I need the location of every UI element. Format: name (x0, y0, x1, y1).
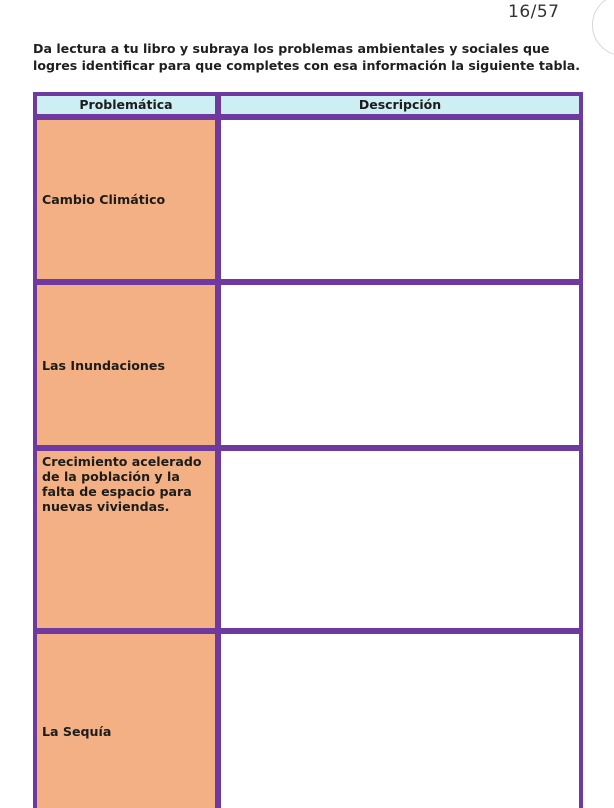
instructions-line-1: Da lectura a tu libro y subraya los problemas ambientales y sociales que (33, 41, 550, 56)
problem-cell-la-sequia (37, 634, 215, 808)
problem-cell-cambio-climatico (37, 120, 215, 279)
corner-button[interactable] (592, 0, 614, 56)
header-problematica: Problemática (37, 96, 215, 114)
description-cell-las-inundaciones[interactable] (221, 285, 579, 445)
instructions-text (33, 40, 593, 74)
problems-table (33, 92, 583, 808)
header-descripcion: Descripción (221, 96, 579, 114)
problem-label: Las Inundaciones (42, 357, 165, 373)
instructions-line-2: logres identificar para que completes con esa información la siguiente tabla. (33, 58, 581, 73)
description-cell-la-sequia[interactable] (221, 634, 579, 808)
problem-label: Crecimiento acelerado de la población y la falta de espacio para nuevas viviendas. (42, 454, 202, 514)
page-counter: 16/57 (508, 2, 560, 22)
problem-label: La Sequía (42, 723, 112, 739)
problem-cell-las-inundaciones (37, 285, 215, 445)
description-cell-cambio-climatico[interactable] (221, 120, 579, 279)
problem-label: Cambio Climático (42, 192, 166, 207)
description-cell-crecimiento-acelerado[interactable] (221, 451, 579, 628)
problem-cell-crecimiento-acelerado (37, 451, 215, 628)
